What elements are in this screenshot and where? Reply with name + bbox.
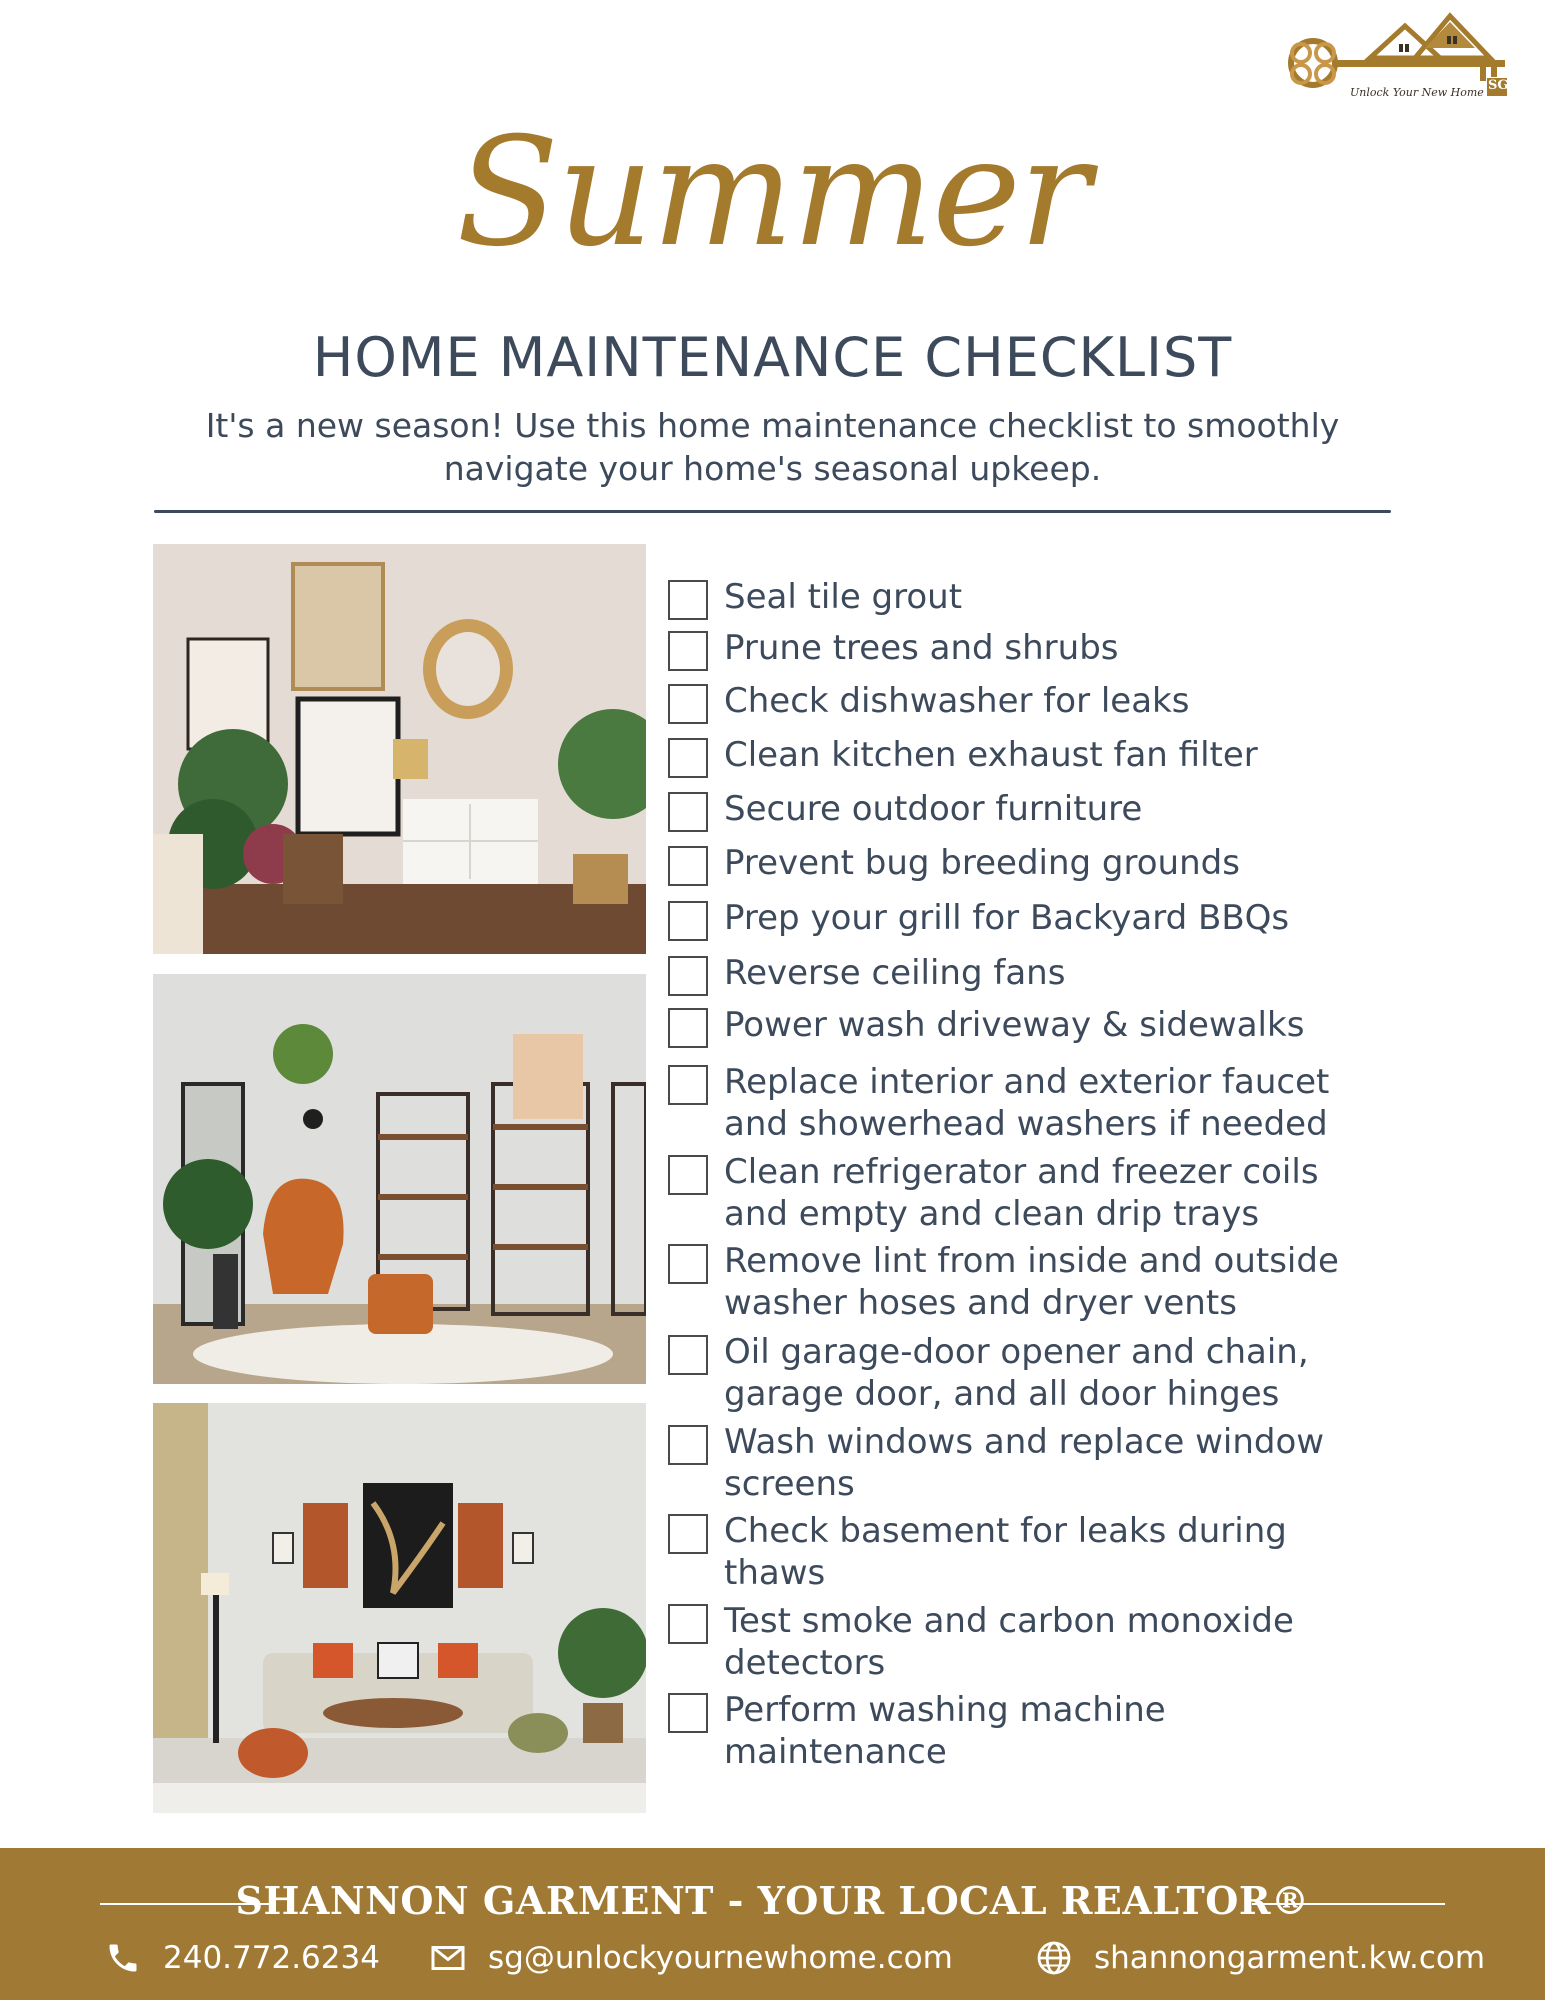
website-url: shannongarment.kw.com (1094, 1940, 1486, 1976)
checkbox[interactable] (668, 1244, 708, 1284)
checklist-item-label: Clean refrigerator and freezer coils and empty and clean drip trays (724, 1152, 1319, 1234)
checkbox[interactable] (668, 901, 708, 941)
footer-title: SHANNON GARMENT - YOUR LOCAL REALTOR® (235, 1878, 1310, 1923)
checkbox[interactable] (668, 631, 708, 671)
checklist-item-label: Check dishwasher for leaks (724, 681, 1190, 721)
footer (0, 1848, 1545, 2000)
page-title: HOME MAINTENANCE CHECKLIST (312, 326, 1233, 389)
email-address: sg@unlockyournewhome.com (488, 1940, 953, 1976)
contact-email[interactable] (430, 1936, 953, 1980)
interior-photo-3 (153, 1403, 646, 1813)
checklist-item-label: Reverse ceiling fans (724, 953, 1066, 993)
checkbox[interactable] (668, 1514, 708, 1554)
checklist-item-label: Oil garage-door opener and chain, garage door, and all door hinges (724, 1332, 1309, 1414)
checkbox[interactable] (668, 956, 708, 996)
logo-tagline: Unlock Your New Home (1350, 86, 1484, 99)
checklist-item-label: Seal tile grout (724, 577, 963, 617)
contact-website[interactable] (1036, 1936, 1485, 1980)
script-title: Summer (456, 106, 1089, 280)
brand-logo (1275, 8, 1515, 108)
checklist-item-label: Clean kitchen exhaust fan filter (724, 735, 1258, 775)
checkbox[interactable] (668, 846, 708, 886)
checklist-item-label: Power wash driveway & sidewalks (724, 1005, 1305, 1045)
interior-photo-1 (153, 544, 646, 954)
checklist-item-label: Secure outdoor furniture (724, 789, 1143, 829)
contact-phone[interactable] (105, 1936, 380, 1980)
interior-photo-2 (153, 974, 646, 1384)
phone-number: 240.772.6234 (163, 1940, 380, 1976)
checkbox[interactable] (668, 792, 708, 832)
checklist-item-label: Test smoke and carbon monoxide detectors (724, 1601, 1294, 1683)
checklist-item-label: Perform washing machine maintenance (724, 1690, 1166, 1772)
logo-monogram: SG (1488, 78, 1509, 93)
checklist-item-label: Prevent bug breeding grounds (724, 843, 1240, 883)
phone-icon (105, 1940, 141, 1976)
checkbox[interactable] (668, 1693, 708, 1733)
checkbox[interactable] (668, 1604, 708, 1644)
checkbox[interactable] (668, 1065, 708, 1105)
checkbox[interactable] (668, 738, 708, 778)
checklist-item-label: Remove lint from inside and outside washer hoses and dryer vents (724, 1241, 1339, 1323)
checklist-item-label: Check basement for leaks during thaws (724, 1511, 1287, 1593)
checkbox[interactable] (668, 580, 708, 620)
checkbox[interactable] (668, 1335, 708, 1375)
checklist-item-label: Prep your grill for Backyard BBQs (724, 898, 1290, 938)
checklist-item-label: Wash windows and replace window screens (724, 1422, 1325, 1504)
checkbox[interactable] (668, 1155, 708, 1195)
checkbox[interactable] (668, 684, 708, 724)
intro-text: It's a new season! Use this home maintenance checklist to smoothly navigate your home's seasonal upkeep. (205, 406, 1340, 488)
globe-icon (1036, 1940, 1072, 1976)
checkbox[interactable] (668, 1008, 708, 1048)
checklist-item-label: Replace interior and exterior faucet and showerhead washers if needed (724, 1062, 1330, 1144)
checklist-item-label: Prune trees and shrubs (724, 628, 1119, 668)
checkbox[interactable] (668, 1425, 708, 1465)
envelope-icon (430, 1940, 466, 1976)
divider (154, 510, 1391, 513)
